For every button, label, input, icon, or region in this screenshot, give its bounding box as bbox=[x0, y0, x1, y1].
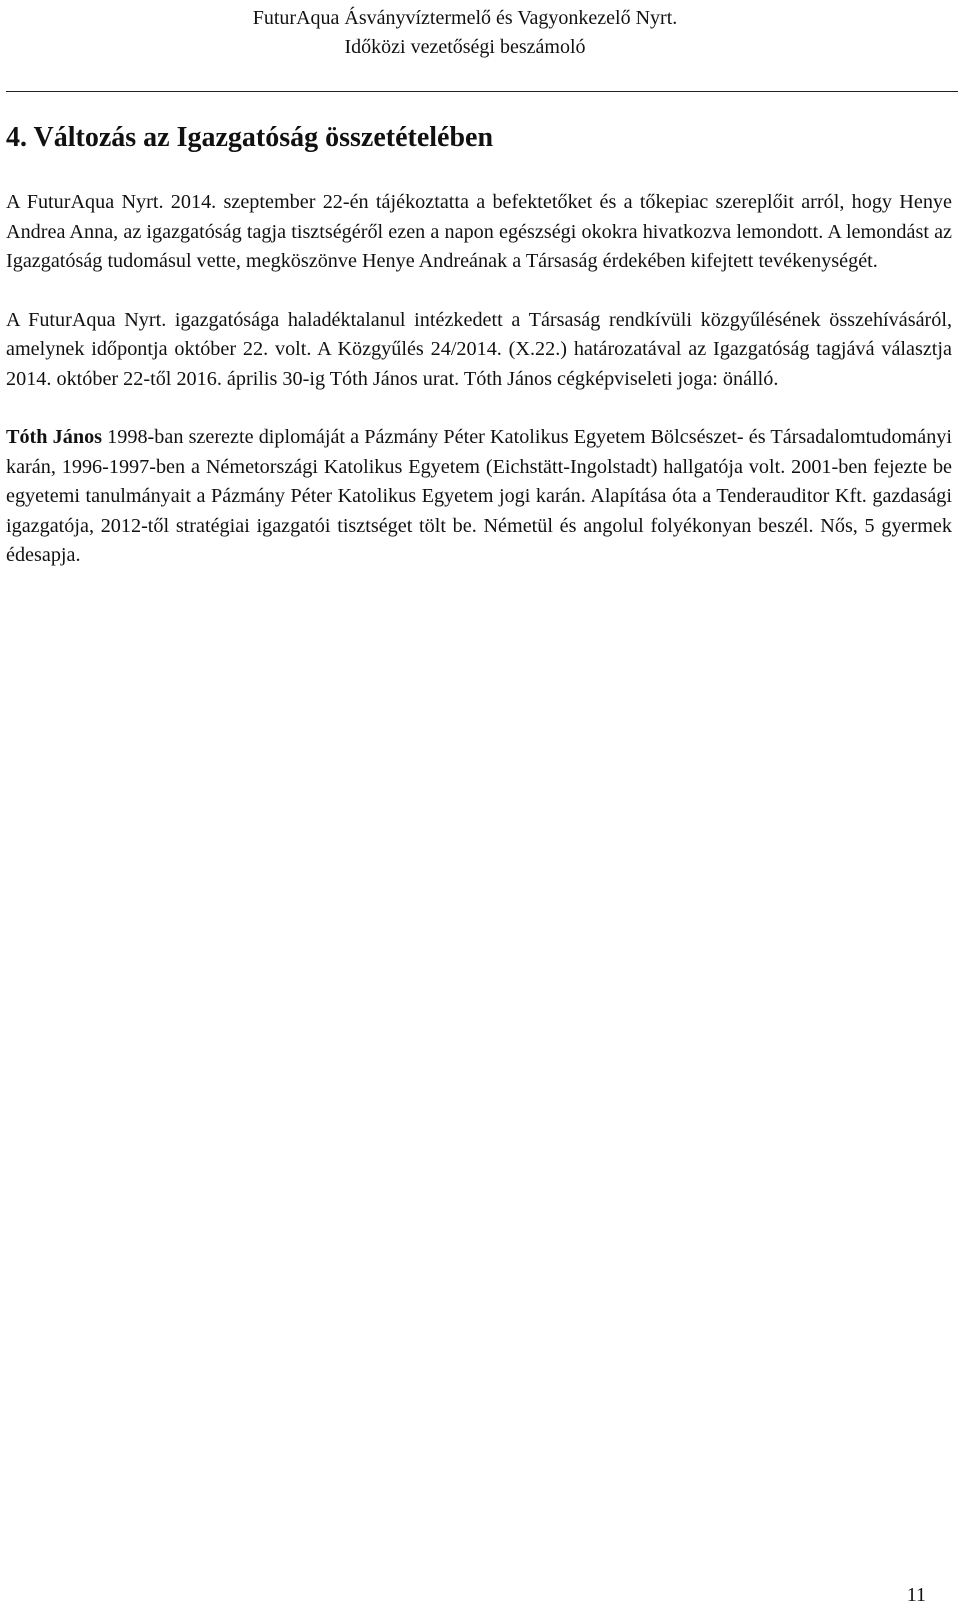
paragraph-general-meeting: A FuturAqua Nyrt. igazgatósága haladéktalanul intézkedett a Társaság rendkívüli közgyűlésének összehívásáról, amelynek időpontja október 22. volt. A Közgyűlés 24/2014. (X.22.) határozatával az Igazgatóság tagjává választja 2014. október 22-től 2016. április 30-ig Tóth János urat. Tóth János cégképviseleti joga: önálló. bbox=[6, 308, 952, 390]
biography-text: 1998-ban szerezte diplomáját a Pázmány Péter Katolikus Egyetem Bölcsészet- és Társadalomtudományi karán, 1996-1997-ben a Németországi Katolikus Egyetem (Eichstätt-Ingolstadt) hallgatója volt. 2001-ben fejezte be egyetemi tanulmányait a Pázmány Péter Katolikus Egyetem jogi karán. Alapítása óta a Tenderauditor Kft. gazdasági igazgatója, 2012-től stratégiai igazgatói tisztséget tölt be. Németül és angolul folyékonyan beszél. Nős, 5 gyermek édesapja. bbox=[6, 426, 953, 566]
page-number: 11 bbox=[906, 1584, 926, 1606]
paragraph-biography bbox=[6, 423, 952, 571]
paragraph-resignation: A FuturAqua Nyrt. 2014. szeptember 22-én tájékoztatta a befektetőket és a tőkepiac szereplőit arról, hogy Henye Andrea Anna, az igazgatóság tagja tisztségéről ezen a napon egészségi okokra hivatkozva lemondott. A lemondást az Igazgatóság tudomásul vette, megköszönve Henye Andreának a Társaság érdekében kifejtett tevékenységét. bbox=[6, 191, 952, 272]
page-header bbox=[0, 4, 930, 62]
biography-name: Tóth János bbox=[6, 426, 103, 448]
section-title: 4. Változás az Igazgatóság összetételében bbox=[6, 122, 494, 153]
header-report-title: Időközi vezetőségi beszámoló bbox=[344, 36, 586, 58]
document-body bbox=[6, 118, 952, 600]
header-company-name: FuturAqua Ásványvíztermelő és Vagyonkezelő Nyrt. bbox=[252, 7, 678, 29]
header-divider bbox=[6, 91, 958, 92]
